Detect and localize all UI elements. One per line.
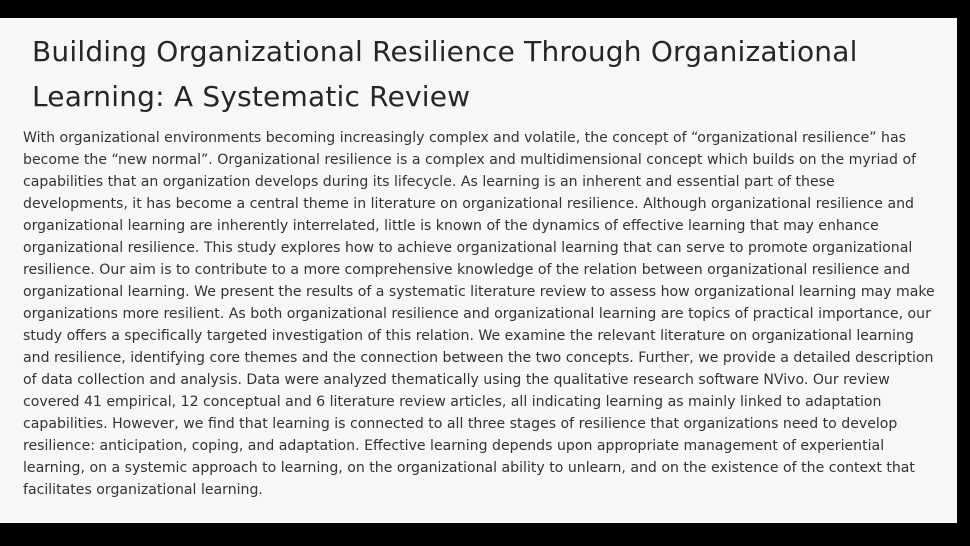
article-panel <box>0 18 957 523</box>
article-title: Building Organizational Resilience Through Organizational Learning: A Systematic Review <box>32 35 858 113</box>
article-abstract: With organizational environments becoming increasingly complex and volatile, the concept of “organizational resilience” has become the “new normal”. Organizational resilience is a complex and multidimensional concept which builds on the myriad of capabilities that an organization develops during its lifecycle. As learning is an inherent and essential part of these developments, it has become a central theme in literature on organizational resilience. Although organizational resilience and organizational learning are inherently interrelated, little is known of the dynamics of effective learning that may enhance organizational resilience. This study explores how to achieve organizational learning that can serve to promote organizational resilience. Our aim is to contribute to a more comprehensive knowledge of the relation between organizational resilience and organizational learning. We present the results of a systematic literature review to assess how organizational learning may make organizations more resilient. As both organizational resilience and organizational learning are topics of practical importance, our study offers a specifically targeted investigation of this relation. We examine the relevant literature on organizational learning and resilience, identifying core themes and the connection between the two concepts. Further, we provide a detailed description of data collection and analysis. Data were analyzed thematically using the qualitative research software NVivo. Our review covered 41 empirical, 12 conceptual and 6 literature review articles, all indicating learning as mainly linked to adaptation capabilities. However, we find that learning is connected to all three stages of resilience that organizations need to develop resilience: anticipation, coping, and adaptation. Effective learning depends upon appropriate management of experiential learning, on a systemic approach to learning, on the organizational ability to unlearn, and on the existence of the context that facilitates organizational learning. <box>23 130 935 498</box>
